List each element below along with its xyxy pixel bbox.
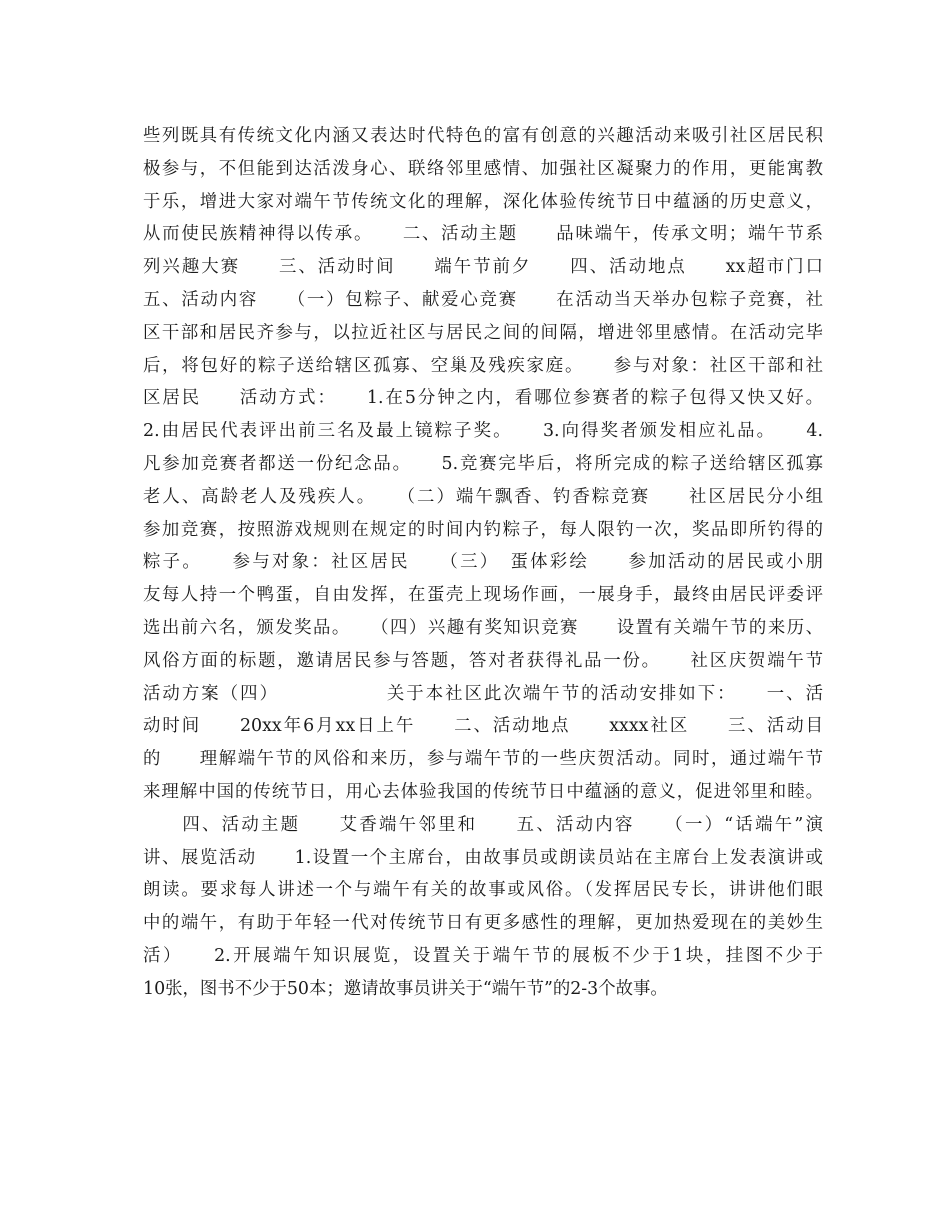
text-line: 于乐，增进大家对端午节传统文化的理解，深化体验传统节日中蕴涵的历史意义， xyxy=(143,191,823,212)
text-line: 中的端午，有助于年轻一代对传统节日有更多感性的理解，更加热爱现在的美妙生 xyxy=(143,913,823,934)
text-line: 活） 2.开展端午知识展览，设置关于端午节的展板不少于1块，挂图不少于 xyxy=(143,945,823,966)
text-line: 10张，图书不少于50本；邀请故事员讲关于“端午节”的2-3个故事。 xyxy=(143,978,668,999)
body-text xyxy=(143,120,823,1006)
text-line: 区干部和居民齐参与，以拉近社区与居民之间的间隔，增进邻里感情。在活动完毕 xyxy=(143,322,823,343)
text-line: 风俗方面的标题，邀请居民参与答题，答对者获得礼品一份。 社区庆贺端午节 xyxy=(143,650,823,671)
text-line: 朗读。要求每人讲述一个与端午有关的故事或风俗。（发挥居民专长，讲讲他们眼 xyxy=(143,880,823,901)
text-line: 友每人持一个鸭蛋，自由发挥，在蛋壳上现场作画，一展身手，最终由居民评委评 xyxy=(143,585,823,606)
text-line: 四、活动主题 艾香端午邻里和 五、活动内容 （一）“话端午”演 xyxy=(143,814,823,835)
text-line: 凡参加竞赛者都送一份纪念品。 5.竞赛完毕后，将所完成的粽子送给辖区孤寡 xyxy=(143,453,823,474)
text-line: 活动方案（四） 关于本社区此次端午节的活动安排如下： 一、活 xyxy=(143,683,823,704)
text-line: 来理解中国的传统节日，用心去体验我国的传统节日中蕴涵的意义，促进邻里和睦。 xyxy=(143,781,823,802)
text-line: 讲、展览活动 1.设置一个主席台，由故事员或朗读员站在主席台上发表演讲或 xyxy=(143,847,823,868)
text-line: 粽子。 参与对象：社区居民 （三） 蛋体彩绘 参加活动的居民或小朋 xyxy=(143,552,823,573)
text-line: 极参与，不但能到达活泼身心、联络邻里感情、加强社区凝聚力的作用，更能寓教 xyxy=(143,158,823,179)
text-line: 的 理解端午节的风俗和来历，参与端午节的一些庆贺活动。同时，通过端午节 xyxy=(143,749,823,770)
text-line: 2.由居民代表评出前三名及最上镜粽子奖。 3.向得奖者颁发相应礼品。 4. xyxy=(143,421,823,442)
text-line: 列兴趣大赛 三、活动时间 端午节前夕 四、活动地点 xx超市门口 xyxy=(143,257,823,278)
text-line: 后，将包好的粽子送给辖区孤寡、空巢及残疾家庭。 参与对象：社区干部和社 xyxy=(143,355,823,376)
text-line: 动时间 20xx年6月xx日上午 二、活动地点 xxxx社区 三、活动目 xyxy=(143,716,823,737)
text-line: 五、活动内容 （一）包粽子、献爱心竞赛 在活动当天举办包粽子竞赛，社 xyxy=(143,289,823,310)
text-line: 从而使民族精神得以传承。 二、活动主题 品味端午，传承文明；端午节系 xyxy=(143,224,823,245)
text-line: 区居民 活动方式： 1.在5分钟之内，看哪位参赛者的粽子包得又快又好。 xyxy=(143,388,823,409)
text-line: 参加竞赛，按照游戏规则在规定的时间内钓粽子，每人限钓一次，奖品即所钓得的 xyxy=(143,519,823,540)
text-line: 选出前六名，颁发奖品。 （四）兴趣有奖知识竞赛 设置有关端午节的来历、 xyxy=(143,617,823,638)
text-line: 些列既具有传统文化内涵又表达时代特色的富有创意的兴趣活动来吸引社区居民积 xyxy=(143,126,823,146)
text-line: 老人、高龄老人及残疾人。 （二）端午飘香、钓香粽竞赛 社区居民分小组 xyxy=(143,486,823,507)
